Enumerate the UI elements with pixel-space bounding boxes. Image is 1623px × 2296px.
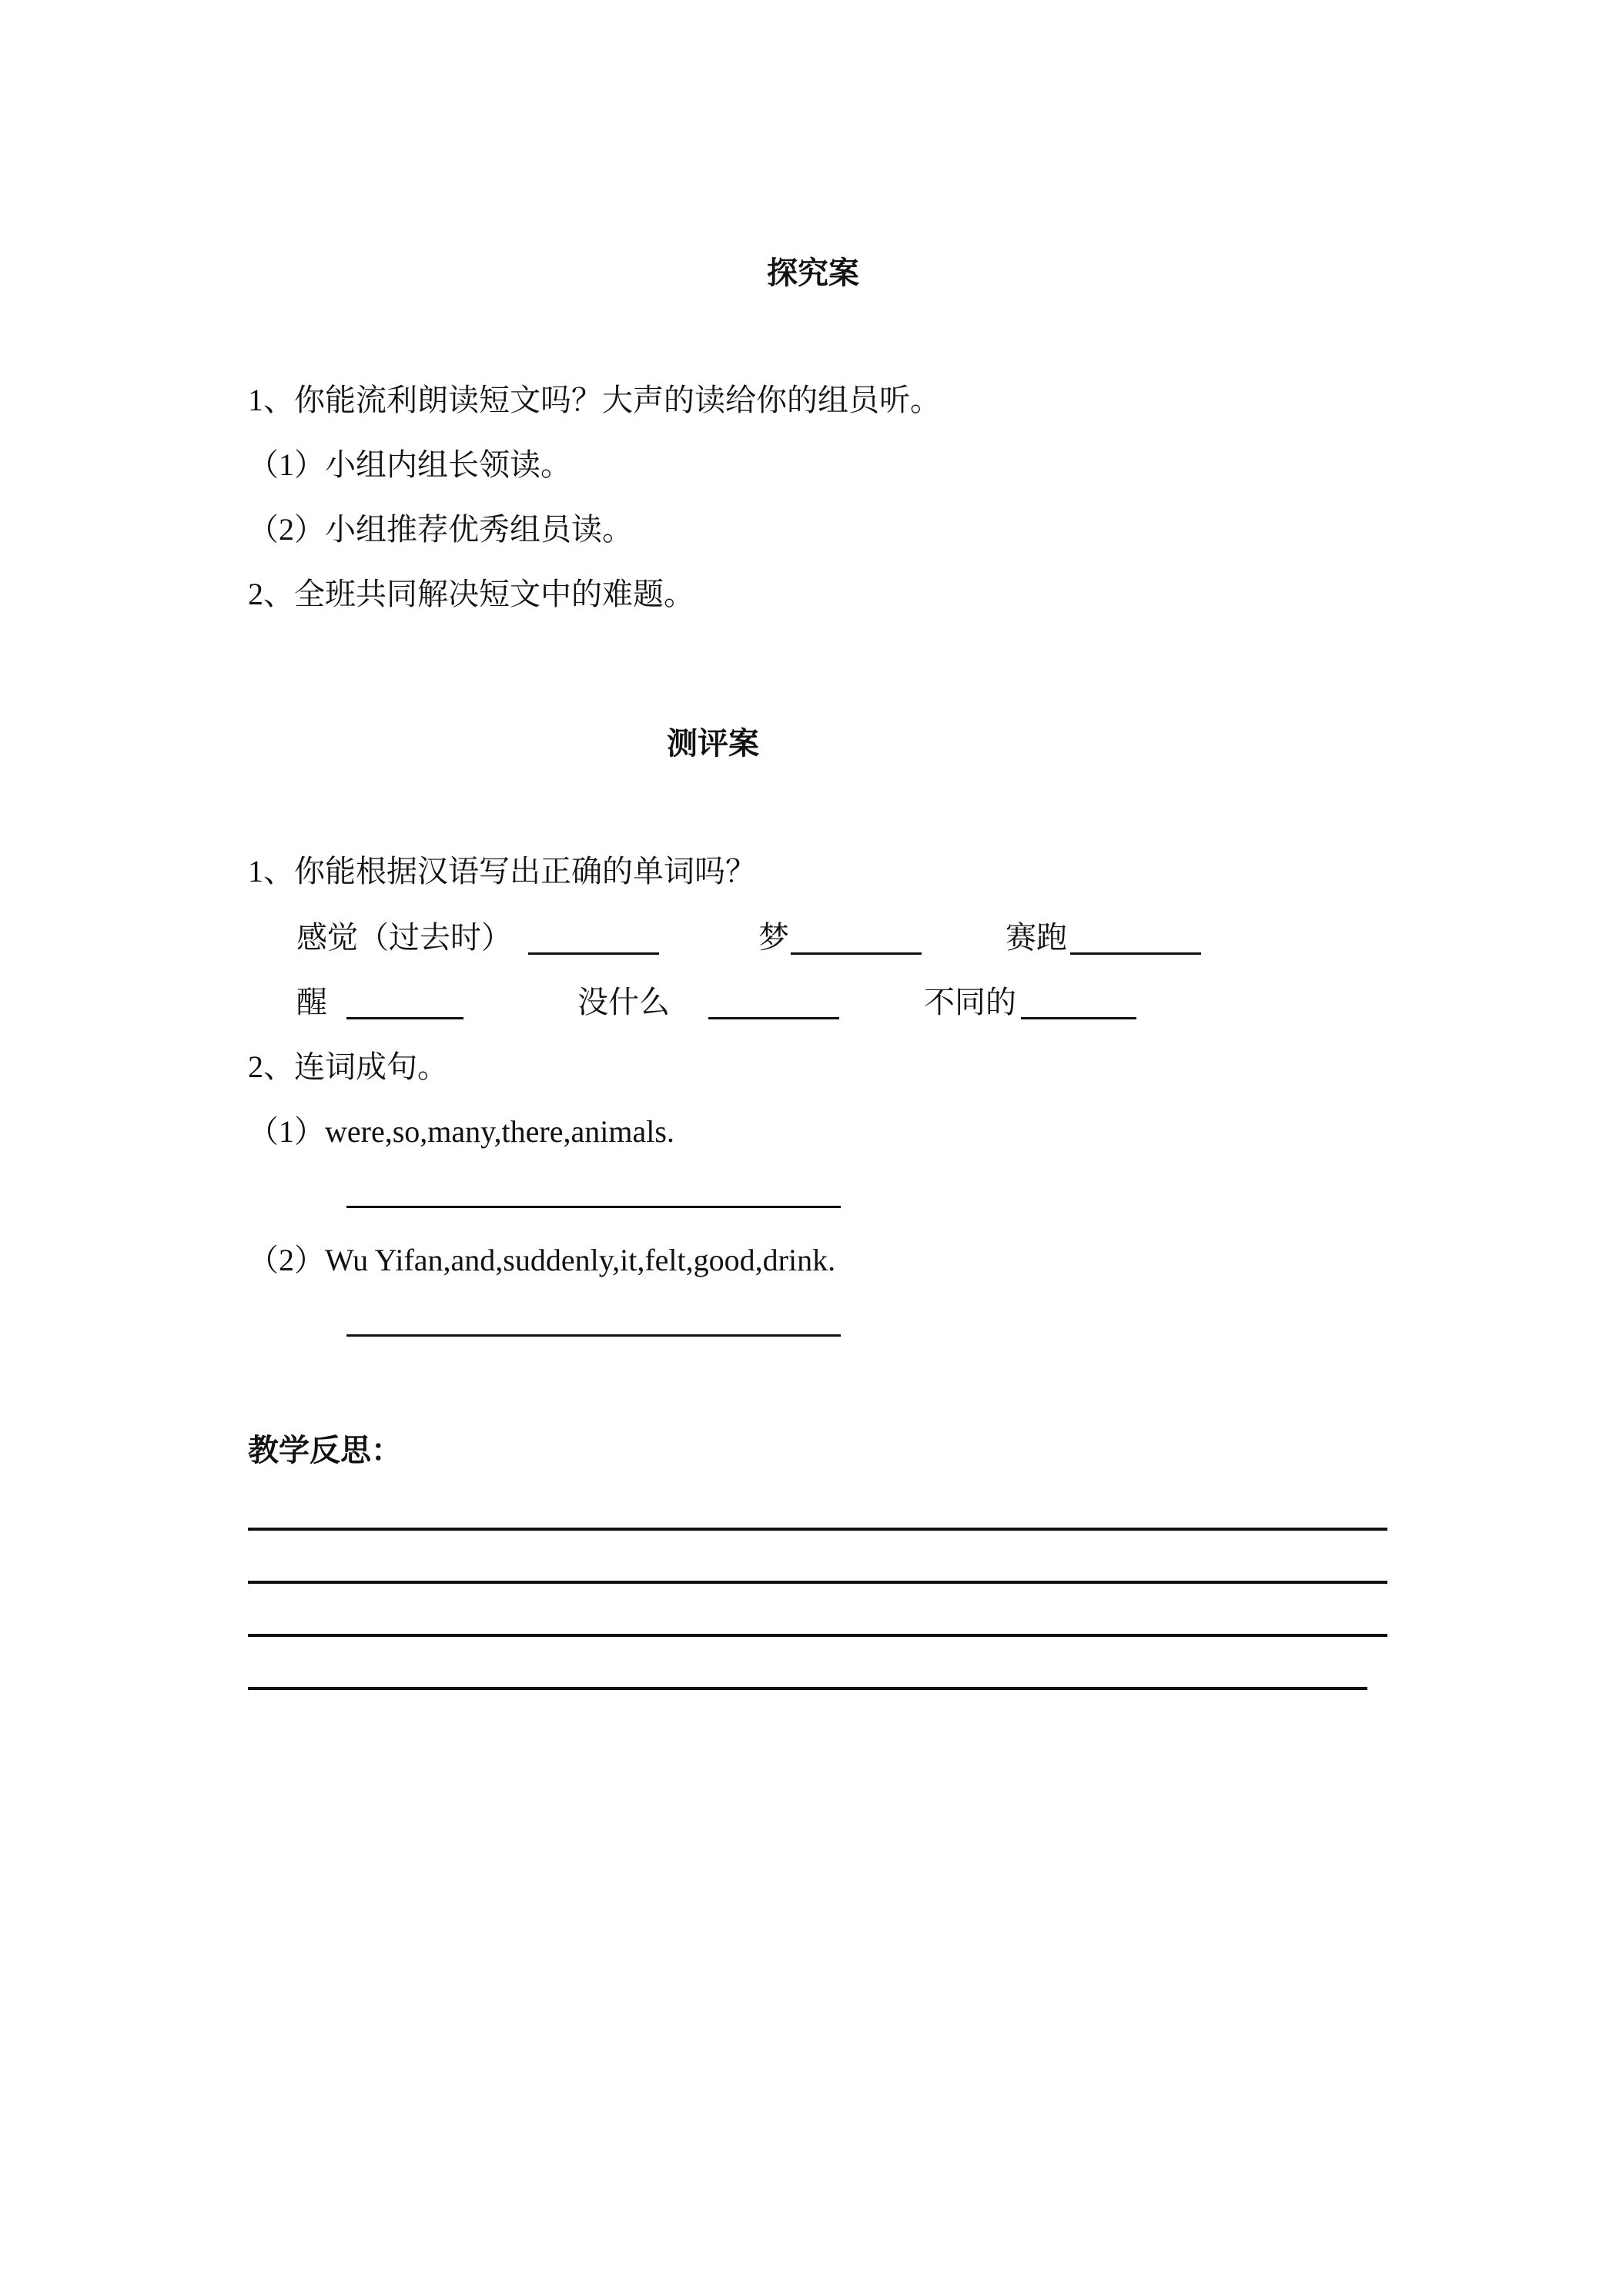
answer-blank-different[interactable]	[1021, 1017, 1136, 1019]
reflection-line-3[interactable]	[248, 1634, 1387, 1637]
assess-question-1: 1、你能根据汉语写出正确的单词吗？	[248, 854, 756, 889]
answer-blank-felt[interactable]	[528, 952, 659, 955]
sentence-answer-line-2[interactable]	[346, 1334, 841, 1337]
assess-section-title: 测评案	[667, 726, 759, 761]
reflection-title: 教学反思：	[248, 1433, 402, 1468]
explore-question-1: 1、你能流利朗读短文吗？大声的读给你的组员听。	[248, 383, 941, 417]
word-prompt-race: 赛跑	[1006, 920, 1067, 955]
reflection-line-1[interactable]	[248, 1528, 1387, 1531]
answer-blank-wake[interactable]	[346, 1017, 463, 1019]
word-prompt-dream: 梦	[758, 920, 789, 955]
reflection-line-2[interactable]	[248, 1581, 1387, 1584]
assess-question-2-sub-1: （1）were,so,many,there,animals.	[248, 1114, 674, 1149]
sentence-answer-line-1[interactable]	[346, 1206, 841, 1208]
answer-blank-nothing[interactable]	[708, 1017, 839, 1019]
assess-question-2: 2、连词成句。	[248, 1049, 448, 1084]
explore-question-1-sub-2: （2）小组推荐优秀组员读。	[248, 512, 633, 547]
explore-question-1-sub-1: （1）小组内组长领读。	[248, 447, 571, 482]
reflection-line-4[interactable]	[248, 1687, 1367, 1690]
word-prompt-nothing: 没什么	[577, 985, 670, 1019]
explore-section-title: 探究案	[767, 256, 859, 290]
explore-question-2: 2、全班共同解决短文中的难题。	[248, 577, 694, 611]
answer-blank-race[interactable]	[1070, 952, 1201, 955]
assess-question-2-sub-2: （2）Wu Yifan,and,suddenly,it,felt,good,drink.	[248, 1243, 836, 1277]
answer-blank-dream[interactable]	[791, 952, 922, 955]
word-prompt-felt: 感觉（过去时）	[296, 920, 512, 955]
word-prompt-different: 不同的	[924, 985, 1016, 1019]
word-prompt-wake: 醒	[296, 985, 327, 1019]
